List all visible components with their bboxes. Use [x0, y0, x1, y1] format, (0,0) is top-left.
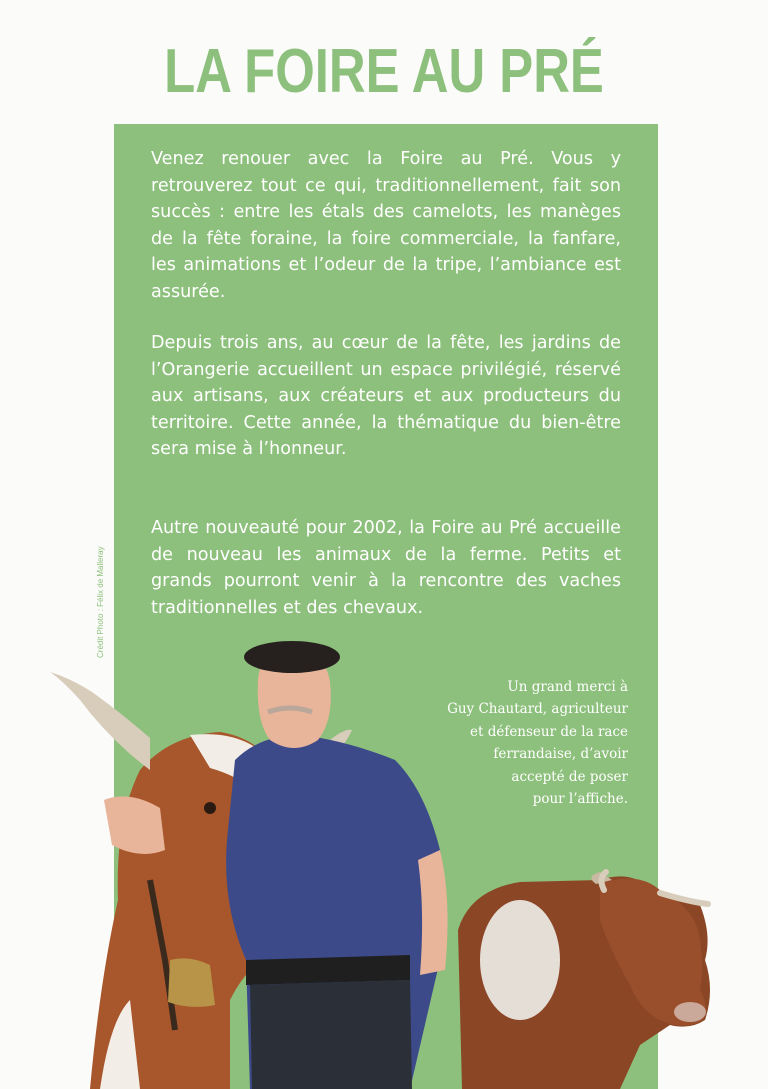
- thanks-line: et défenseur de la race: [469, 723, 628, 740]
- right-cow-illustration: [458, 872, 710, 1089]
- farmer-with-cows-photo: [0, 620, 768, 1089]
- thanks-line: pour l’affiche.: [532, 791, 628, 808]
- paragraph-orangerie: Depuis trois ans, au cœur de la fête, les jardins de l’Orangerie accueillent un espace privilégié, réservé aux artisans, aux créateurs et aux producteurs du territoire. Cette année, la thématique du bien-être sera mise à l’honneur.: [151, 333, 621, 459]
- thanks-line: accepté de poser: [511, 768, 628, 785]
- page-title: LA FOIRE AU PRÉ: [164, 37, 604, 106]
- thanks-line: ferrandaise, d’avoir: [493, 746, 628, 763]
- photo-credit: Crédit Photo : Félix de Malleray: [96, 546, 105, 658]
- paragraph-intro: Venez renouer avec la Foire au Pré. Vous y retrouverez tout ce qui, traditionnellement, fait son succès : entre les étals des camelots, les manèges de la fête foraine, la foire commerciale, la fanfare, les animations et l’odeur de la tripe, l’ambiance est assurée.: [151, 149, 621, 302]
- thanks-line: Un grand merci à: [507, 679, 628, 695]
- thanks-line: Guy Chautard, agriculteur: [447, 701, 628, 718]
- paragraph-animals: Autre nouveauté pour 2002, la Foire au Pré accueille de nouveau les animaux de la ferme. Petits et grands pourront venir à la rencontre des vaches traditionnelles et des chevaux.: [151, 518, 621, 618]
